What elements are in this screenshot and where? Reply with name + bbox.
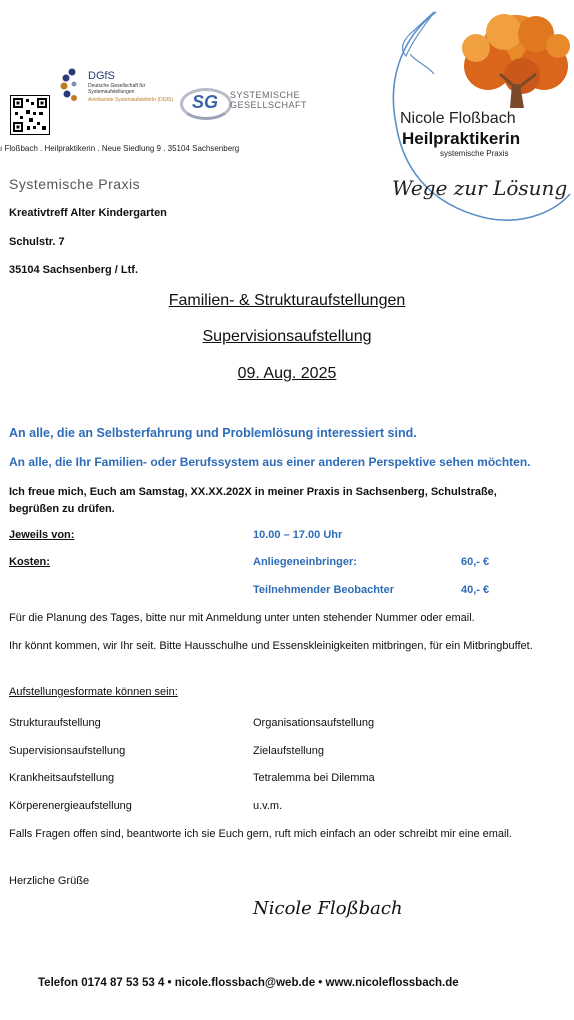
qr-code [10, 95, 50, 135]
heading-date: 09. Aug. 2025 [237, 365, 337, 382]
heading-subtitle: Supervisionsaufstellung [202, 328, 372, 345]
format-left-1: Strukturaufstellung [9, 717, 101, 729]
dgfs-subtitle: Deutsche Gesellschaft für Systemaufstellungen [88, 83, 146, 95]
format-left-3: Krankheitsaufstellung [9, 772, 115, 784]
invitation-text: Ich freue mich, Euch am Samstag, XX.XX.202X in meiner Praxis in Sachsenberg, Schulstraße, begrüßen zu drüfen. [9, 486, 497, 515]
sg-logo-label [230, 90, 307, 110]
location-line3: 35104 Sachsenberg / Ltf. [9, 264, 138, 276]
time-label: Jeweils von: [9, 529, 75, 541]
sender-address-line: ı Floßbach . Heilpraktikerin . Neue Siedlung 9 . 35104 Sachsenberg [0, 144, 240, 153]
dgfs-name: DGfS [88, 70, 115, 82]
format-right-4: u.v.m. [253, 800, 283, 812]
formats-heading: Aufstellungesformate können sein: [9, 686, 178, 698]
greeting: Herzliche Grüße [9, 875, 90, 887]
intro-line2: An alle, die Ihr Familien- oder Berufssystem aus einer anderen Perspektive sehen möchten. [9, 455, 531, 469]
bring-paragraph: Ihr könnt kommen, wir Ihr seit. Bitte Hausschulhe und Essenskleinigkeiten mitbringen, für ein Mitbringbuffet. [9, 640, 533, 652]
dgfs-dots-icon [58, 66, 86, 106]
sg-label-line2: GESELLSCHAFT [230, 100, 308, 110]
brand-subtitle: systemische Praxis [440, 149, 509, 158]
cost-label: Kosten: [9, 556, 50, 568]
format-left-4: Körperenergieaufstellung [9, 800, 132, 812]
questions-paragraph: Falls Fragen offen sind, beantworte ich sie Euch gern, ruft mich einfach an oder schreibt mir eine email. [9, 828, 512, 840]
planning-paragraph: Für die Planung des Tages, bitte nur mit Anmeldung unter unten stehender Nummer oder email. [9, 612, 475, 624]
footer-contact: Telefon 0174 87 53 53 4 • nicole.flossbach@web.de • www.nicoleflossbach.de [38, 977, 459, 989]
format-right-3: Tetralemma bei Dilemma [253, 772, 375, 784]
sg-label-line1: SYSTEMISCHE [230, 90, 301, 100]
intro-line1: An alle, die an Selbsterfahrung und Problemlösung interessiert sind. [9, 426, 417, 440]
cost2-label: Teilnehmender Beobachter [253, 584, 394, 596]
signature: Nicole Floßbach [253, 898, 403, 919]
heading-title: Familien- & Strukturaufstellungen [168, 292, 406, 309]
location-line1: Kreativtreff Alter Kindergarten [9, 207, 167, 219]
cost1-label: Anliegeneinbringer: [253, 556, 357, 568]
cost2-value: 40,- € [461, 584, 490, 596]
brand-title: Heilpraktikerin [402, 129, 521, 148]
practice-label: Systemische Praxis [9, 176, 141, 192]
format-left-2: Supervisionsaufstellung [9, 745, 126, 757]
time-value: 10.00 – 17.00 Uhr [253, 529, 343, 541]
brand-slogan: Wege zur Lösung [392, 176, 568, 200]
format-right-2: Zielaufstellung [253, 745, 324, 757]
dgfs-logo [58, 66, 178, 110]
dgfs-certification: Anerkannte SystemaufstellerIn (DGfS) [88, 97, 174, 103]
location-line2: Schulstr. 7 [9, 236, 65, 248]
cost1-value: 60,- € [461, 556, 490, 568]
sg-logo-mark: SG [192, 92, 219, 112]
format-right-1: Organisationsaufstellung [253, 717, 375, 729]
brand-name: Nicole Floßbach [400, 110, 516, 127]
